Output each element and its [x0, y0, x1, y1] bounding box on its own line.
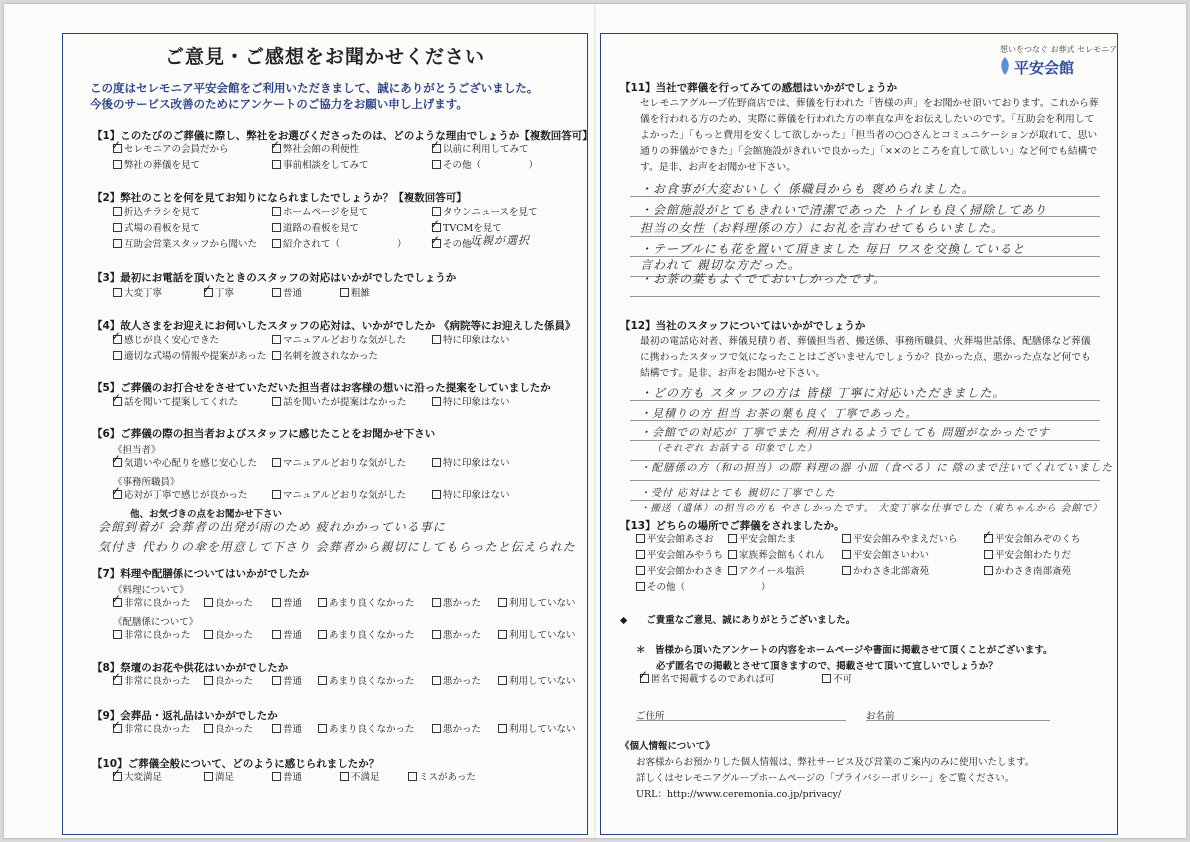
privacy-url[interactable]: URL：http://www.ceremonia.co.jp/privacy/: [636, 789, 842, 800]
page-fold: [594, 4, 596, 838]
logo-name: 平安会館: [1014, 59, 1075, 77]
q3-opt[interactable]: 普通: [272, 288, 302, 300]
q1-opt[interactable]: その他（ ）: [432, 160, 538, 172]
q4-opt[interactable]: 特に印象はない: [432, 335, 510, 347]
privacy-title: 《個人情報について》: [620, 741, 715, 752]
q1-opt[interactable]: 以前に利用してみて: [432, 144, 529, 156]
q12-handwriting: ・見積りの方 担当 お茶の葉も良く 丁寧であった。: [640, 407, 918, 420]
rating-option[interactable]: 良かった: [204, 724, 253, 736]
q13-opt[interactable]: 平安会館わたりだ: [984, 550, 1071, 562]
q12-handwriting: ・受付 応対はとても 親切に丁寧でした: [640, 488, 836, 499]
q12-label: 【12】当社のスタッフについてはいかがでしょうか: [620, 320, 866, 332]
page-title: ご意見・ご感想をお聞かせください: [164, 46, 485, 68]
q3-opt[interactable]: 丁寧: [204, 288, 234, 300]
checkmark-icon: ✓: [111, 592, 122, 606]
q2-opt[interactable]: 紹介されて（ ）: [272, 239, 407, 251]
q8-label: 【8】祭壇のお花や供花はいかがでしたか: [92, 662, 289, 674]
q6-opt[interactable]: マニュアルどおりな気がした: [272, 490, 406, 502]
q10-opt[interactable]: 大変満足: [113, 772, 162, 784]
q5-opt[interactable]: 話を聞いたが提案はなかった: [272, 397, 407, 409]
checkmark-icon: ✓: [430, 217, 441, 231]
name-label: お名前: [866, 711, 895, 722]
q13-opt[interactable]: 平安会館たま: [728, 534, 796, 546]
q10-label: 【10】ご葬儀全般について、どのように感じられましたか？: [92, 758, 380, 770]
rating-option[interactable]: あまり良くなかった: [318, 724, 415, 736]
q12-handwriting: ・配膳係の方（和の担当）の際 料理の器 小皿（食べる）に 陰のまで注いてくれていました: [640, 462, 1114, 474]
q6-opt[interactable]: 特に印象はない: [432, 490, 510, 502]
rating-option[interactable]: 良かった: [204, 676, 253, 688]
q11-handwriting: 担当の女性（お料理係の方）にお礼を言わせてもらいました。: [640, 221, 1005, 235]
q5-opt[interactable]: 話を聞いて提案してくれた: [113, 397, 238, 409]
q12-handwriting: ・搬送（遺体）の担当の方も やさしかったです。 大変丁寧な仕事でした（東ちゃんから 会館で）: [640, 503, 1103, 514]
q12-handwriting: ・どの方も スタッフの方は 皆様 丁寧に対応いただきました。: [640, 386, 1006, 400]
q7-sub-serving: 《配膳係について》: [113, 617, 199, 628]
checkmark-icon: ✓: [111, 138, 122, 152]
q1-opt[interactable]: 事前相談をしてみて: [272, 160, 369, 172]
q12-handwriting: （それぞれ お話する 印象でした）: [652, 443, 818, 454]
brand-logo: [970, 40, 1118, 80]
q2-other-handwriting: 近親が選択: [470, 234, 530, 247]
q5-opt[interactable]: 特に印象はない: [432, 397, 510, 409]
q2-opt[interactable]: その他（: [432, 239, 481, 251]
q2-opt[interactable]: 互助会営業スタッフから聞いた: [113, 239, 257, 251]
rating-option[interactable]: あまり良くなかった: [318, 598, 415, 610]
q11-handwriting: ・お食事が大変おいしく 係職員からも 褒められました。: [640, 182, 975, 196]
q6-label: 【6】ご葬儀の際の担当者およびスタッフに感じたことをお聞かせ下さい: [92, 428, 436, 440]
q6-opt[interactable]: マニュアルどおりな気がした: [272, 458, 406, 470]
rating-option[interactable]: 悪かった: [432, 676, 481, 688]
q1-opt[interactable]: 弊社の葬儀を見て: [113, 160, 200, 172]
q2-opt[interactable]: 道路の看板を見て: [272, 223, 359, 235]
rating-option[interactable]: 普通: [272, 724, 302, 736]
logo-tagline: 想いをつなぐ お葬式 セレモニア: [1000, 45, 1118, 54]
q12-description: 最初の電話応対者、葬儀見積り者、葬儀担当者、搬送係、事務所職員、火葬場世話係、配膳係など葬儀に携わったスタッフで気になったことはございませんでしょうか？良かった点、悪かった点など何でも結構です。是非、お声をお聞かせ下さい。: [640, 336, 1091, 379]
q2-opt[interactable]: 折込チラシを見て: [113, 207, 200, 219]
q3-opt[interactable]: 大変丁寧: [113, 288, 162, 300]
rating-option[interactable]: 良かった: [204, 598, 253, 610]
q5-label: 【5】ご葬儀のお打合せをさせていただいた担当者はお客様の想いに沿った提案をしていましたか: [92, 382, 551, 394]
q6-handwriting-1: 会館到着が 会葬者の出発が雨のため 疲れかかっている事に: [98, 520, 446, 534]
q11-line: [630, 296, 1100, 297]
q6-handwriting-2: 気付き 代わりの傘を用意して下さり 会葬者から親切にしてもらったと伝えられた: [98, 540, 576, 554]
q11-handwriting: ・お茶の葉もよくでておいしかったです。: [640, 272, 887, 286]
rating-option[interactable]: 悪かった: [432, 630, 481, 642]
checkmark-icon: ✓: [111, 718, 122, 732]
q11-handwriting: ・会館施設がとてもきれいで清潔であった トイレも良く掃除してあり: [640, 203, 1048, 217]
q10-opt[interactable]: 普通: [272, 772, 302, 784]
q10-opt[interactable]: 不満足: [340, 772, 380, 784]
name-field[interactable]: [866, 720, 1050, 721]
privacy-line-1: お客様からお預かりした個人情報は、弊社サービス及び営業のご案内のみに使用いたします。: [636, 757, 1035, 768]
rating-option[interactable]: 普通: [272, 630, 302, 642]
checkmark-icon: ✓: [270, 138, 281, 152]
q4-opt[interactable]: マニュアルどおりな気がした: [272, 335, 406, 347]
q4-label: 【4】故人さまをお迎えにお伺いしたスタッフの応対は、いかがでしたか 《病院等にお迎えした係員》: [92, 320, 576, 332]
address-field[interactable]: [636, 720, 846, 721]
q1-opt[interactable]: セレモニアの会員だから: [113, 144, 229, 156]
checkmark-icon: ✓: [638, 668, 649, 682]
q3-label: 【3】最初にお電話を頂いたときのスタッフの対応はいかがでしたでしょうか: [92, 272, 457, 284]
q13-opt[interactable]: 家族葬会館もくれん: [728, 550, 825, 562]
rating-option[interactable]: 悪かった: [432, 598, 481, 610]
q11-handwriting: ・テーブルにも花を置いて頂きました 毎日 ワスを交換していると: [640, 242, 1026, 256]
q6-sub-office: 《事務所職員》: [113, 477, 180, 488]
q7-sub-food: 《料理について》: [113, 585, 189, 596]
rating-option[interactable]: 利用していない: [498, 724, 576, 736]
q4-opt[interactable]: 適切な式場の情報や提案があった: [113, 351, 266, 363]
logo-mark-icon: [998, 57, 1012, 75]
q11-label: 【11】当社で葬儀を行ってみての感想はいかがでしょうか: [620, 82, 898, 94]
thanks-text: ◆ ご貴重なご意見、誠にありがとうございました。: [620, 615, 856, 626]
q11-description: セレモニアグループ佐野商店では、葬儀を行われた「皆様の声」をお聞かせ頂いております。これから葬儀を行われる方のため、実際に葬儀を行われた方の率直な声をお伝えしたいのです。「互助会を利用してよかった」「もっと費用を安くして欲しかった」「担当者の○○さんとコミュニケーションが取れて、思い通りの葬儀ができた」「会館施設がきれいで良かった」「××のところを直して欲しい」など何でも結構です。是非、お声をお聞かせ下さい。: [640, 98, 1099, 173]
q2-opt[interactable]: ホームページを見て: [272, 207, 368, 219]
checkmark-icon: ✓: [430, 138, 441, 152]
rating-option[interactable]: 非常に良かった: [113, 630, 191, 642]
checkmark-icon: ✓: [111, 452, 122, 466]
q3-opt[interactable]: 粗雑: [340, 288, 370, 300]
consent-line-1: ＊ 皆様から頂いたアンケートの内容をホームページや書面に掲載させて頂くことがございます。: [636, 645, 1053, 656]
q12-handwriting: ・会館での対応が 丁寧でまた 利用されるようでしても 問題がなかったです: [640, 426, 1050, 439]
rating-option[interactable]: あまり良くなかった: [318, 676, 415, 688]
q11-handwriting: 言われて 親切な方だった。: [640, 258, 801, 272]
q11-line: [630, 236, 1100, 237]
q13-label: 【13】どちらの場所でご葬儀をされましたか。: [620, 520, 845, 532]
intro-text: [90, 80, 570, 112]
q2-opt[interactable]: 式場の看板を見て: [113, 223, 200, 235]
checkmark-icon: ✓: [111, 329, 122, 343]
q13-opt[interactable]: 平安会館みぞのくち: [984, 534, 1081, 546]
q13-opt[interactable]: 平安会館みやまえだいら: [842, 534, 958, 546]
privacy-line-2: 詳しくはセレモニアグループホームページの「プライバシーポリシー」をご覧ください。: [636, 773, 1015, 784]
checkmark-icon: ✓: [111, 484, 122, 498]
q13-opt[interactable]: その他（ ）: [636, 582, 771, 594]
q6-opt[interactable]: 特に印象はない: [432, 458, 510, 470]
rating-option[interactable]: 非常に良かった: [113, 598, 191, 610]
q2-opt[interactable]: タウンニュースを見て: [432, 207, 538, 219]
rating-option[interactable]: 利用していない: [498, 630, 576, 642]
rating-option[interactable]: 良かった: [204, 630, 253, 642]
q10-opt[interactable]: ミスがあった: [408, 772, 476, 784]
q10-opt[interactable]: 満足: [204, 772, 234, 784]
q13-opt[interactable]: かわさき北部斎苑: [842, 566, 929, 578]
q13-opt[interactable]: かわさき南部斎苑: [984, 566, 1071, 578]
q1-label: 【1】このたびのご葬儀に際し、弊社をお選びくださったのは、どのような理由でしょうか【複数回答可】: [92, 130, 593, 142]
q2-label: 【2】弊社のことを何を見てお知りになられましたでしょうか？【複数回答可】: [92, 192, 467, 204]
rating-option[interactable]: 利用していない: [498, 598, 576, 610]
rating-option[interactable]: 普通: [272, 676, 302, 688]
q13-opt[interactable]: 平安会館みやうち: [636, 550, 723, 562]
checkmark-icon: ✓: [202, 282, 213, 296]
rating-option[interactable]: 普通: [272, 598, 302, 610]
q6-sub-staff: 《担当者》: [113, 445, 161, 456]
q9-label: 【9】会葬品・返礼品はいかがでしたか: [92, 710, 278, 722]
consent-line-2: 必ず匿名での掲載とさせて頂きますので、掲載させて頂いて宜しいでしょうか？: [656, 661, 998, 672]
rating-option[interactable]: あまり良くなかった: [318, 630, 415, 642]
q6-opt[interactable]: 応対が丁寧で感じが良かった: [113, 490, 248, 502]
rating-option[interactable]: 非常に良かった: [113, 676, 191, 688]
q2-opt[interactable]: TVCMを見て: [432, 223, 502, 235]
q13-opt[interactable]: 平安会館さいわい: [842, 550, 929, 562]
rating-option[interactable]: 非常に良かった: [113, 724, 191, 736]
q13-opt[interactable]: 平安会館あさお: [636, 534, 714, 546]
consent-no[interactable]: 不可: [822, 674, 852, 686]
q12-line: [630, 480, 1100, 481]
q7-label: 【7】料理や配膳係についてはいかがでしたか: [92, 568, 310, 580]
q6-other-label: 他、お気づきの点をお聞かせ下さい: [130, 509, 283, 520]
checkmark-icon: ✓: [111, 670, 122, 684]
q1-opt[interactable]: 弊社会館の利便性: [272, 144, 359, 156]
checkmark-icon: ✓: [111, 766, 122, 780]
q13-opt[interactable]: アクイール塩浜: [728, 566, 805, 578]
q13-opt[interactable]: 平安会館かわさき: [636, 566, 723, 578]
q4-opt[interactable]: 感じが良く安心できた: [113, 335, 219, 347]
address-label: ご住所: [636, 711, 665, 722]
intro-line-2: 今後のサービス改善のためにアンケートのご協力をお願い申し上げます。: [90, 97, 468, 111]
checkmark-icon: ✓: [430, 233, 441, 247]
intro-line-1: この度はセレモニア平安会館をご利用いただきまして、誠にありがとうございました。: [90, 81, 539, 95]
rating-option[interactable]: 利用していない: [498, 676, 576, 688]
q4-opt[interactable]: 名刺を渡されなかった: [272, 351, 378, 363]
checkmark-icon: ✓: [111, 391, 122, 405]
rating-option[interactable]: 悪かった: [432, 724, 481, 736]
q6-opt[interactable]: 気遣いや心配りを感じ安心した: [113, 458, 257, 470]
checkmark-icon: ✓: [982, 528, 993, 542]
consent-yes[interactable]: 匿名で掲載するのであれば可: [640, 674, 775, 686]
